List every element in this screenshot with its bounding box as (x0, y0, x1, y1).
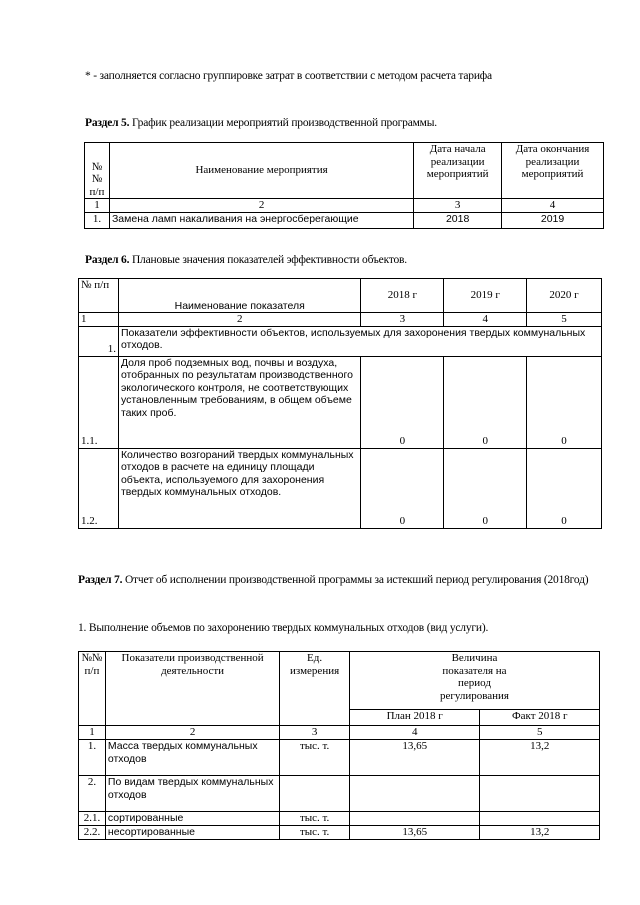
table-row (79, 826, 600, 840)
section6-title: Плановые значения показателей эффективности объектов. (131, 254, 407, 266)
s7-header-unit: Ед. измерения (280, 652, 350, 726)
s7-row4-fact: 13,2 (480, 826, 600, 840)
s6-colnum-1: 1 (79, 313, 119, 327)
section7-label: Раздел 7. (78, 574, 123, 586)
s6-colnum-4: 4 (444, 313, 527, 327)
s5-colnum-1: 1 (85, 199, 110, 213)
s7-row1-plan: 13,65 (349, 740, 480, 776)
section6-table (78, 278, 602, 529)
table-row (85, 213, 604, 229)
s5-header-start: Дата начала реализации мероприятий (414, 143, 502, 199)
s5-row-num: 1. (85, 213, 110, 229)
s7-header-value: Величина показателя на период регулирования (349, 652, 599, 710)
table-row (79, 740, 600, 776)
table-row (79, 776, 600, 812)
s7-row2-num: 2. (79, 776, 106, 812)
s6-colnum-5: 5 (527, 313, 602, 327)
s6-row1-2018: 0 (361, 356, 444, 448)
s7-header-plan: План 2018 г (349, 710, 480, 726)
s6-row2-num: 1.2. (79, 448, 119, 528)
section5-title: График реализации мероприятий производственной программы. (131, 117, 437, 129)
s6-header-2019: 2019 г (444, 279, 527, 313)
s5-header-end: Дата окончания реализации мероприятий (502, 143, 604, 199)
s6-row2-name: Количество возгораний твердых коммунальных отходов в расчете на единицу площади объекта, используемого для захоронения твердых коммунальных отходов. (118, 448, 361, 528)
section5-label: Раздел 5. (85, 117, 130, 129)
s7-row4-name: несортированные (105, 826, 279, 840)
s6-row2-2020: 0 (527, 448, 602, 528)
section7-table (78, 651, 600, 840)
s7-colnum-3: 3 (280, 726, 350, 740)
table-row (79, 326, 602, 356)
footnote: * - заполняется согласно группировке затрат в соответствии с методом расчета тарифа (85, 70, 492, 82)
s5-colnum-4: 4 (502, 199, 604, 213)
s7-row1-name: Масса твердых коммунальных отходов (105, 740, 279, 776)
s7-row1-fact: 13,2 (480, 740, 600, 776)
s7-row4-plan: 13,65 (349, 826, 480, 840)
section6-heading (85, 254, 407, 266)
s6-row1-num: 1.1. (79, 356, 119, 448)
s7-row1-num: 1. (79, 740, 106, 776)
s7-row1-unit: тыс. т. (280, 740, 350, 776)
s7-row4-num: 2.2. (79, 826, 106, 840)
s7-row2-unit (280, 776, 350, 812)
s7-header-indicator: Показатели производственной деятельности (105, 652, 279, 726)
s6-header-num: № п/п (79, 279, 119, 313)
s7-colnum-5: 5 (480, 726, 600, 740)
s5-colnum-2: 2 (109, 199, 413, 213)
section6-label: Раздел 6. (85, 254, 130, 266)
s7-colnum-1: 1 (79, 726, 106, 740)
s6-row1-2020: 0 (527, 356, 602, 448)
s6-row2-2018: 0 (361, 448, 444, 528)
s6-group-num: 1. (79, 326, 119, 356)
s7-row3-unit: тыс. т. (280, 812, 350, 826)
section7-subtitle: 1. Выполнение объемов по захоронению твердых коммунальных отходов (вид услуги). (78, 622, 489, 634)
s5-row-start: 2018 (414, 213, 502, 229)
s5-header-num: №№ п/п (85, 143, 110, 199)
section5-table (84, 142, 604, 229)
s6-row1-name: Доля проб подземных вод, почвы и воздуха, отобранных по результатам производственного экологического контроля, не соответствующих установленным требованиям, в общем объеме таких проб. (118, 356, 361, 448)
s7-row2-name: По видам твердых коммунальных отходов (105, 776, 279, 812)
section7-heading (78, 573, 598, 588)
s6-header-2018: 2018 г (361, 279, 444, 313)
s7-header-fact: Факт 2018 г (480, 710, 600, 726)
s7-row3-name: сортированные (105, 812, 279, 826)
s6-row2-2019: 0 (444, 448, 527, 528)
section5-heading (85, 117, 437, 129)
table-row (79, 812, 600, 826)
s5-colnum-3: 3 (414, 199, 502, 213)
s7-row3-plan (349, 812, 480, 826)
s7-row3-num: 2.1. (79, 812, 106, 826)
s6-colnum-2: 2 (118, 313, 361, 327)
s7-row4-unit: тыс. т. (280, 826, 350, 840)
s5-row-name: Замена ламп накаливания на энергосберегающие (109, 213, 413, 229)
s7-row3-fact (480, 812, 600, 826)
s6-group-name: Показатели эффективности объектов, используемых для захоронения твердых коммунальных отходов. (118, 326, 601, 356)
s7-header-num: №№ п/п (79, 652, 106, 726)
section7-title: Отчет об исполнении производственной программы за истекший период регулирования (2018год) (124, 574, 589, 586)
s6-header-2020: 2020 г (527, 279, 602, 313)
table-row (79, 448, 602, 528)
s6-header-name: Наименование показателя (118, 279, 361, 313)
s7-colnum-2: 2 (105, 726, 279, 740)
s7-colnum-4: 4 (349, 726, 480, 740)
s6-colnum-3: 3 (361, 313, 444, 327)
s7-row2-plan (349, 776, 480, 812)
s6-row1-2019: 0 (444, 356, 527, 448)
s7-row2-fact (480, 776, 600, 812)
s5-row-end: 2019 (502, 213, 604, 229)
table-row (79, 356, 602, 448)
s5-header-name: Наименование мероприятия (109, 143, 413, 199)
